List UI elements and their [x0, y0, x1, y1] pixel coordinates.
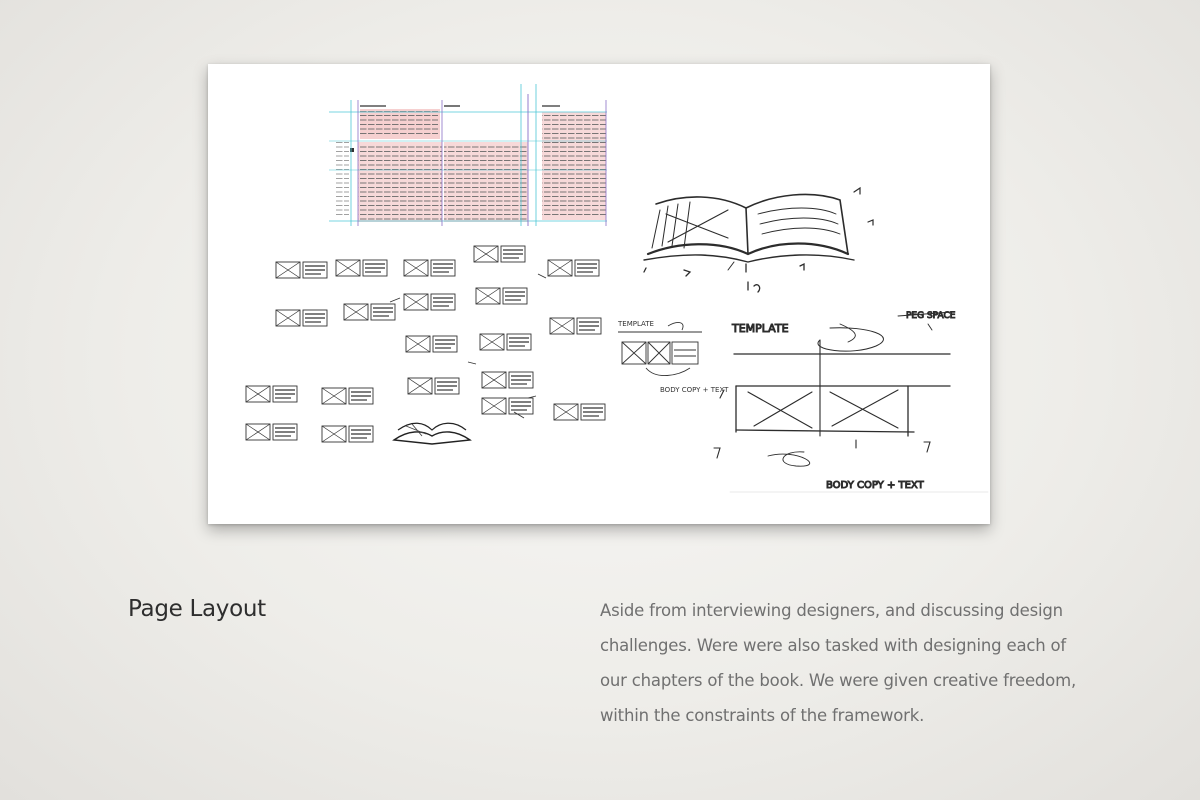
label-body-copy-right: BODY COPY + TEXT [826, 480, 924, 491]
description-line: Aside from interviewing designers, and discussing design [600, 601, 1063, 620]
label-template-left: TEMPLATE [618, 320, 654, 328]
thumbnail-sketches [246, 246, 605, 444]
small-template-sketch [617, 320, 729, 394]
label-pg-space: PEG SPACE [906, 311, 956, 321]
section-description [600, 593, 1120, 733]
label-template-right: TEMPLATE [732, 322, 789, 335]
description-line: challenges. Were were also tasked with designing each of [600, 636, 1067, 655]
layout-sketchboard [208, 64, 990, 524]
label-body-copy-left: BODY COPY + TEXT [660, 386, 729, 394]
spread-screenshot [329, 84, 607, 226]
sketchboard-art [208, 64, 990, 524]
description-line: our chapters of the book. We were given creative freedom, [600, 671, 1076, 690]
template-sketch [714, 311, 988, 492]
section-title: Page Layout [128, 596, 266, 622]
description-line: within the constraints of the framework. [600, 706, 925, 725]
book-sketch [644, 188, 873, 292]
